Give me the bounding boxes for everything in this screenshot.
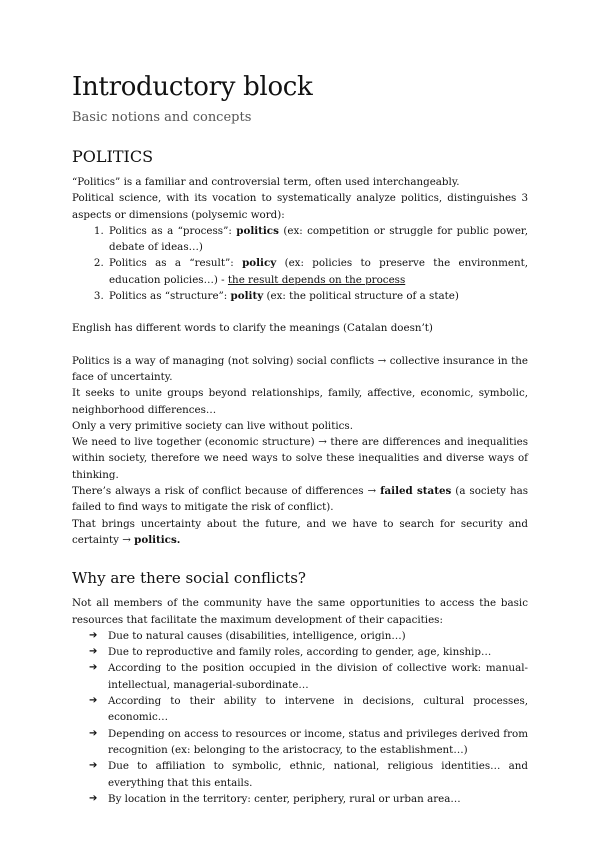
political-science-paragraph: Political science, with its vocation to systematically analyze politics, distinguishes 3 aspects or dimensions (polysemic word): bbox=[72, 192, 528, 221]
list-item: ➔ Due to affiliation to symbolic, ethnic, national, religious identities… and everything that this entails. bbox=[89, 760, 528, 789]
politics-way-paragraph: Politics is a way of managing (not solving) social conflicts → collective insurance in the face of uncertainty. bbox=[72, 354, 528, 383]
list-item: ➔ By location in the territory: center, periphery, rural or urban area… bbox=[89, 791, 528, 807]
conflict-causes-list bbox=[72, 628, 528, 807]
arrow-right-icon: ➔ bbox=[89, 727, 98, 739]
politics-intro-paragraph: “Politics” is a familiar and controversial term, often used interchangeably. bbox=[72, 176, 460, 188]
unite-groups-paragraph: It seeks to unite groups beyond relationships, family, affective, economic, symbolic, neighborhood differences… bbox=[72, 387, 528, 416]
arrow-right-icon: ➔ bbox=[89, 760, 98, 772]
primitive-society-paragraph: Only a very primitive society can live without politics. bbox=[72, 419, 353, 432]
conflicts-heading: Why are there social conflicts? bbox=[72, 569, 306, 588]
list-item: 3. Politics as “structure”: polity (ex: the political structure of a state) bbox=[107, 288, 528, 304]
document-subtitle: Basic notions and concepts bbox=[72, 110, 252, 125]
risk-conflict-paragraph: There’s always a risk of conflict because of differences → failed states (a society has failed to find ways to mitigate the risk of conflict). bbox=[72, 485, 529, 514]
list-item: ➔ According to their ability to intervene in decisions, cultural processes, economic… bbox=[89, 695, 528, 724]
list-item: 1. Politics as a “process”: politics (ex: competition or struggle for public power, debate of ideas…) bbox=[107, 223, 528, 256]
list-item: ➔ Due to reproductive and family roles, according to gender, age, kinship… bbox=[89, 644, 528, 660]
arrow-right-icon: ➔ bbox=[89, 662, 98, 674]
list-item: ➔ Depending on access to resources or income, status and privileges derived from recognition (ex: belonging to the aristocracy, to the establishment…) bbox=[89, 727, 528, 756]
uncertainty-paragraph: That brings uncertainty about the future, and we have to search for security and certainty → politics. bbox=[72, 517, 528, 546]
arrow-right-icon: ➔ bbox=[89, 629, 98, 641]
arrow-right-icon: ➔ bbox=[89, 646, 98, 658]
dimensions-list bbox=[72, 223, 528, 304]
arrow-right-icon: ➔ bbox=[89, 792, 98, 804]
conflicts-intro-paragraph: Not all members of the community have the same opportunities to access the basic resources that facilitate the maximum development of their capacities: bbox=[72, 597, 528, 626]
politics-heading: POLITICS bbox=[72, 147, 154, 166]
english-note-paragraph: English has different words to clarify the meanings (Catalan doesn’t) bbox=[72, 322, 433, 335]
list-item: 2. Politics as a “result”: policy (ex: policies to preserve the environment, education policies…) - the result depends on the process bbox=[107, 255, 528, 288]
arrow-right-icon: ➔ bbox=[89, 695, 98, 707]
list-item: ➔ According to the position occupied in the division of collective work: manual-intellectual, managerial-subordinate… bbox=[89, 662, 528, 691]
live-together-paragraph: We need to live together (economic structure) → there are differences and inequalities within society, therefore we need ways to solve these inequalities and diverse ways of thinking. bbox=[72, 436, 528, 481]
list-item: ➔ Due to natural causes (disabilities, intelligence, origin…) bbox=[89, 628, 528, 644]
document-title: Introductory block bbox=[72, 72, 313, 102]
